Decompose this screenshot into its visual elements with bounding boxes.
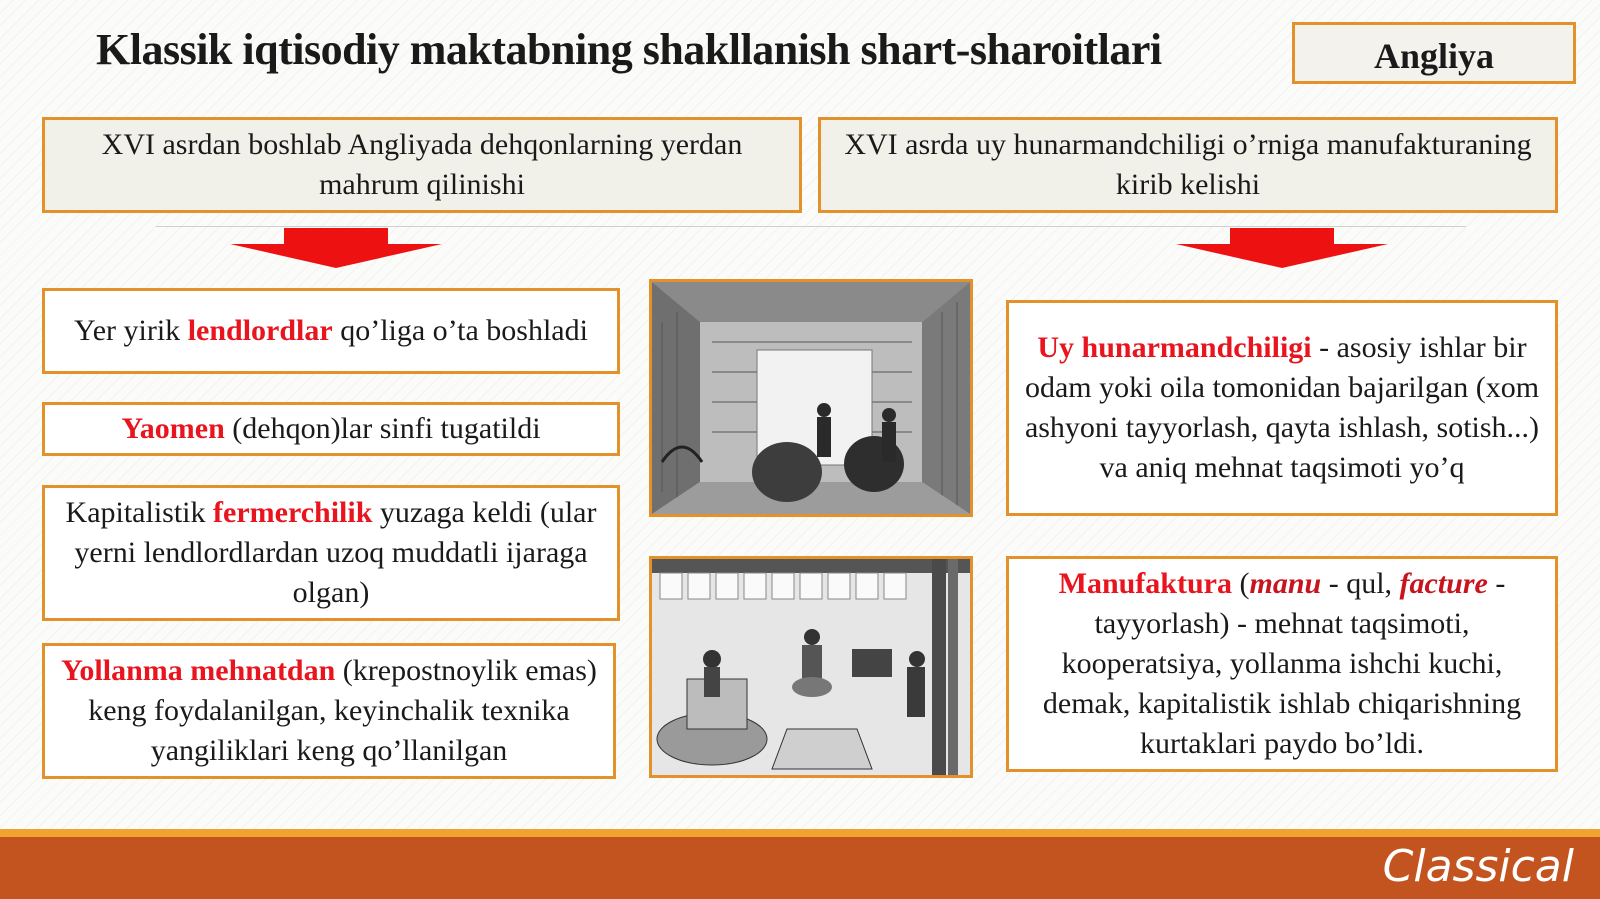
right-item-manufactory	[1006, 556, 1558, 772]
workshop-illustration	[649, 279, 973, 517]
right-item-home-craft	[1006, 300, 1558, 516]
left-item-text: Yer yirik lendlordlar qo’liga o’ta boshladi	[74, 314, 588, 347]
left-item-yeomen	[42, 402, 620, 456]
left-item-hired-labor	[42, 643, 616, 779]
top-right-box	[818, 117, 1558, 213]
right-item-text: Manufaktura (manu - qul, facture - tayyorlash) - mehnat taqsimoti, kooperatsiya, yollanma ishchi kuchi, demak, kapitalistik ishlab chiqarishning kurtaklari paydo bo’ldi.	[1042, 567, 1522, 760]
top-left-text: XVI asrdan boshlab Angliyada dehqonlarning yerdan mahrum qilinishi	[101, 128, 743, 201]
arrow-down-icon	[230, 226, 442, 268]
country-tag: Angliya	[1292, 22, 1576, 84]
footer-bar	[0, 837, 1600, 899]
footer-accent-strip	[0, 829, 1600, 837]
left-item-text: Yollanma mehnatdan (krepostnoylik emas) keng foydalanilgan, keyinchalik texnika yangiliklari keng qo’llanilgan	[61, 654, 597, 767]
left-item-farming	[42, 485, 620, 621]
left-item-landlords	[42, 288, 620, 374]
manufactory-illustration	[649, 556, 973, 778]
left-item-text: Kapitalistik fermerchilik yuzaga keldi (ular yerni lendlordlardan uzoq muddatli ijaraga olgan)	[65, 496, 597, 609]
top-right-text: XVI asrda uy hunarmandchiligi o’rniga manufakturaning kirib kelishi	[844, 128, 1532, 201]
arrow-down-icon	[1176, 226, 1388, 268]
top-left-box	[42, 117, 802, 213]
right-item-text: Uy hunarmandchiligi - asosiy ishlar bir odam yoki oila tomonidan bajarilgan (xom ashyoni tayyorlash, qayta ishlash, sotish...) va aniq mehnat taqsimoti yo’q	[1024, 331, 1540, 484]
page-title: Klassik iqtisodiy maktabning shakllanish shart-sharoitlari	[96, 25, 1162, 74]
footer-label: Classical	[1382, 841, 1574, 892]
left-item-text: Yaomen (dehqon)lar sinfi tugatildi	[121, 412, 541, 446]
